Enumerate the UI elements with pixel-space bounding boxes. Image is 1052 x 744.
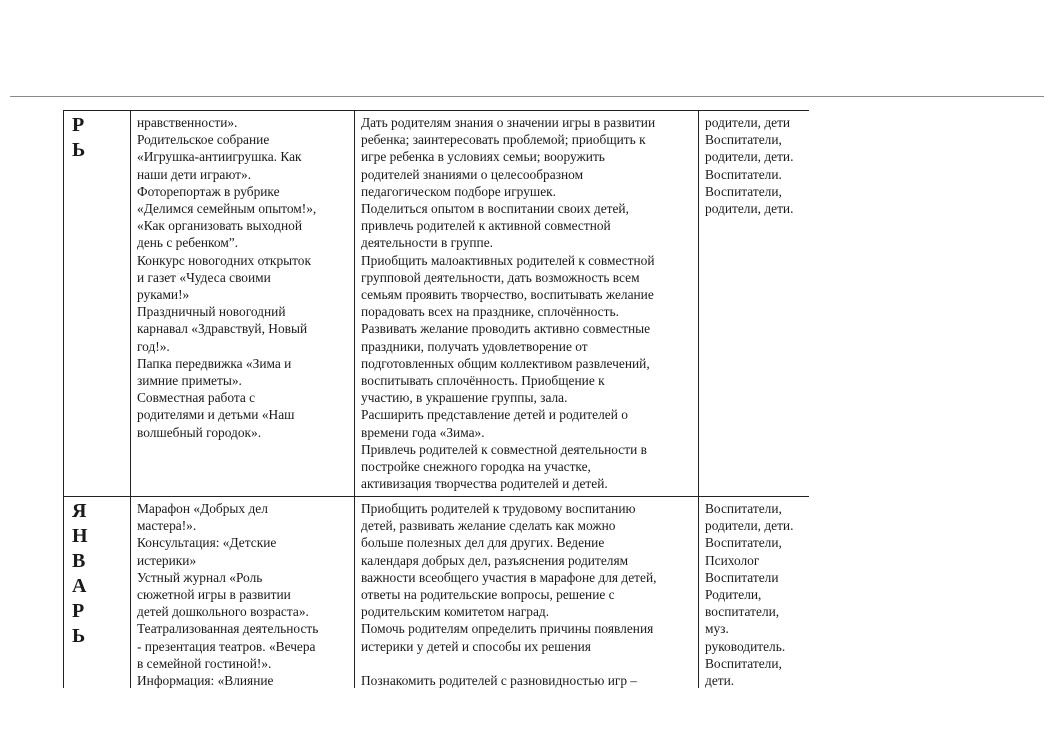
goal-line: ребенка; заинтересовать проблемой; приобщить к (361, 132, 646, 148)
event-line: Театрализованная деятельность (137, 621, 319, 637)
goal-line: деятельности в группе. (361, 235, 494, 251)
goal-line: Поделиться опытом в воспитании своих детей, (361, 201, 629, 217)
month-letter: Я (72, 500, 87, 522)
event-line: Фоторепортаж в рубрике (137, 183, 280, 199)
event-line: истерики» (137, 552, 197, 568)
responsible-line: Воспитатели, (705, 183, 782, 199)
event-line: Родительское собрание (137, 132, 270, 148)
responsible-line: родители, дети. (705, 201, 794, 217)
event-line: «Делимся семейным опытом!», (137, 201, 317, 217)
goal-line: больше полезных дел для других. Ведение (361, 535, 605, 551)
page-top-rule (10, 96, 1044, 97)
month-letter: В (72, 550, 86, 572)
goal-line: семьям проявить творчество, воспитывать желание (361, 287, 654, 303)
responsible-line: воспитатели, (705, 604, 780, 620)
event-line: Устный журнал «Роль (137, 569, 263, 585)
event-line: родителями и детьми «Наш (137, 407, 295, 423)
responsible-line: руководитель. (705, 638, 786, 654)
responsible-line: Психолог (705, 552, 760, 568)
event-line: зимние приметы». (137, 373, 242, 389)
event-line: Информация: «Влияние (137, 673, 274, 688)
event-line: сюжетной игры в развитии (137, 587, 291, 603)
responsible-line: дети. (705, 673, 735, 688)
event-line: наши дети играют». (137, 166, 252, 182)
month-letter: Р (72, 114, 85, 136)
month-letter: Ь (72, 139, 86, 161)
goal-line: Привлечь родителей к совместной деятельности в (361, 441, 647, 457)
goal-line: Приобщить малоактивных родителей к совместной (361, 252, 655, 268)
responsible-line: Воспитатели, (705, 535, 782, 551)
month-cell (64, 111, 131, 497)
goal-line: игре ребенка в условиях семьи; вооружить (361, 149, 605, 165)
goal-line: ответы на родительские вопросы, решение с (361, 587, 615, 603)
event-line: - презентация театров. «Вечера (137, 638, 316, 654)
goals-cell (355, 497, 699, 689)
goal-line: Приобщить родителей к трудовому воспитанию (361, 501, 636, 516)
event-line: детей дошкольного возраста». (137, 604, 309, 620)
goal-line: праздники, получать удовлетворение от (361, 338, 588, 354)
event-line: «Как организовать выходной (137, 218, 303, 234)
goal-line: календаря добрых дел, разъяснения родителям (361, 552, 629, 568)
responsible-line: Воспитатели, (705, 501, 782, 516)
parent-work-plan-table (63, 110, 809, 688)
goal-line: детей, развивать желание сделать как можно (361, 518, 616, 534)
responsible-line: муз. (705, 621, 729, 637)
responsible-line: родители, дети. (705, 518, 794, 534)
month-letter: Р (72, 600, 85, 622)
plan-table-frame (63, 110, 809, 688)
responsible-line: родители, дети. (705, 149, 794, 165)
goal-line: Познакомить родителей с разновидностью игр – (361, 672, 638, 688)
goal-line: родителей знаниями о целесообразном (361, 166, 584, 182)
event-line: год!». (137, 338, 170, 354)
table-row-december (64, 111, 810, 497)
responsible-line: Воспитатели, (705, 132, 782, 148)
table-row-january (64, 497, 810, 689)
goal-line: Расширить представление детей и родителей о (361, 407, 628, 423)
goal-line: Развивать желание проводить активно совместные (361, 321, 651, 337)
responsible-line: Воспитатели. (705, 166, 782, 182)
goal-line: активизация творчества родителей и детей. (361, 476, 608, 492)
event-line: руками!» (137, 287, 190, 303)
event-line: мастера!». (137, 518, 197, 534)
responsible-cell (699, 497, 810, 689)
event-line: «Игрушка-антиигрушка. Как (137, 149, 302, 165)
event-line: Конкурс новогодних открыток (137, 252, 312, 268)
goal-line: воспитывать сплочённость. Приобщение к (361, 373, 605, 389)
goals-cell (355, 111, 699, 497)
goal-line: подготовленных общим коллективом развлечений, (361, 355, 650, 371)
responsible-line: Родители, (705, 587, 762, 603)
event-line: день с ребенком”. (137, 235, 239, 251)
month-letter: А (72, 575, 87, 597)
goal-line: времени года «Зима». (361, 424, 485, 440)
goal-line: истерики у детей и способы их решения (361, 638, 591, 654)
events-cell (131, 497, 355, 689)
event-line: волшебный городок». (137, 424, 262, 440)
event-line: нравственности». (137, 115, 238, 130)
event-line: карнавал «Здравствуй, Новый (137, 321, 308, 337)
goal-line: постройке снежного городка на участке, (361, 459, 591, 475)
month-letter: Н (72, 525, 88, 547)
goal-line: важности всеобщего участия в марафоне для детей, (361, 569, 657, 585)
goal-line: привлечь родителей к активной совместной (361, 218, 611, 234)
month-cell (64, 497, 131, 689)
event-line: Совместная работа с (137, 390, 256, 406)
goal-line: Помочь родителям определить причины появления (361, 621, 654, 637)
goal-line: порадовать всех на празднике, сплочённость. (361, 304, 619, 320)
responsible-cell (699, 111, 810, 497)
goal-spacer (361, 655, 692, 672)
events-cell (131, 111, 355, 497)
responsible-line: Воспитатели, (705, 655, 782, 671)
goal-line: участию, в украшение группы, зала. (361, 390, 568, 406)
event-line: Консультация: «Детские (137, 535, 277, 551)
responsible-line: родители, дети (705, 115, 791, 130)
goal-line: педагогическом подборе игрушек. (361, 183, 557, 199)
responsible-line: Воспитатели (705, 569, 779, 585)
event-line: и газет «Чудеса своими (137, 269, 271, 285)
goal-line: групповой деятельности, дать возможность всем (361, 269, 640, 285)
event-line: Марафон «Добрых дел (137, 501, 268, 516)
goal-line: Дать родителям знания о значении игры в развитии (361, 115, 656, 130)
month-letter: Ь (72, 625, 86, 647)
event-line: Праздничный новогодний (137, 304, 286, 320)
event-line: в семейной гостиной!». (137, 655, 272, 671)
goal-line: родительским комитетом наград. (361, 604, 550, 620)
event-line: Папка передвижка «Зима и (137, 355, 292, 371)
